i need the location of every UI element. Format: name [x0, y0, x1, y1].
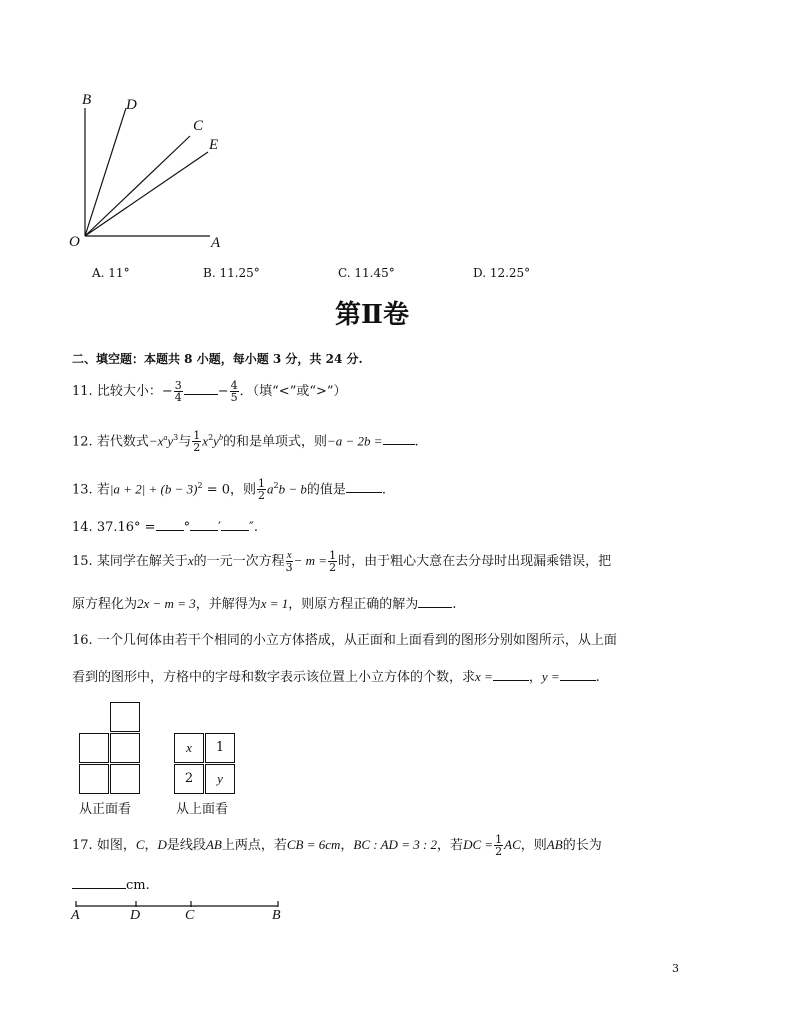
front-cell: [110, 733, 140, 763]
blank-q14-deg[interactable]: [156, 516, 184, 531]
blank-q16-y[interactable]: [560, 666, 596, 681]
caption-top: 从上面看: [176, 802, 229, 817]
point-c: C: [185, 908, 195, 923]
angle-figure: [60, 88, 240, 258]
option-b: B. 11.25°: [203, 266, 260, 280]
top-cell-1: 1: [205, 733, 235, 763]
point-a: A: [71, 908, 80, 923]
blank-q14-sec[interactable]: [221, 516, 249, 531]
ray-oe: [85, 152, 208, 236]
label-o: O: [69, 234, 80, 250]
blank-q16-x[interactable]: [493, 666, 529, 681]
option-d: D. 12.25°: [473, 266, 531, 280]
blank-q12[interactable]: [383, 430, 415, 445]
question-15-line2: 原方程化为2x − m = 3，并解得为x = 1，则原方程正确的解为 .: [72, 593, 456, 615]
front-cell: [79, 764, 109, 794]
page-number: 3: [672, 962, 679, 975]
front-cell: [79, 733, 109, 763]
label-b: B: [82, 92, 92, 108]
segment-figure: [70, 900, 290, 914]
question-13: 13. 若$|a + 2| + (b - 3)^2 = 0$，则 $\frac{1}{2}$ $a^2b - b$的值是 .: [72, 477, 387, 503]
option-a: A. 11°: [92, 266, 130, 280]
point-b: B: [272, 908, 281, 923]
blank-q17[interactable]: [72, 874, 126, 889]
section-heading: 二、填空题：本题共 8 小题，每小题 3 分，共 24 分.: [72, 352, 363, 366]
question-17: 17. 如图，C，D是线段AB上两点，若CB = 6cm，BC : AD = 3 : 2，若DC = $\frac{1}{2}$ AC，则AB的长为: [72, 833, 602, 858]
blank-q15[interactable]: [418, 593, 452, 608]
question-11: 11. 比较大小：− $\frac{3}{4}$ − $\frac{4}{5}$ ．（填“<”或“>”）: [72, 379, 347, 404]
question-12: 12. 若代数式$-x^ay^3$与 $\frac{1}{2}$ $x^2y^b$的和是单项式，则−a − 2b = .: [72, 429, 419, 455]
label-c: C: [193, 118, 204, 134]
blank-q13[interactable]: [346, 478, 382, 493]
top-cell-x: x: [174, 733, 204, 763]
point-d: D: [130, 908, 141, 923]
caption-front: 从正面看: [79, 802, 132, 817]
label-e: E: [209, 137, 219, 153]
front-cell: [110, 764, 140, 794]
question-16-line2: 看到的图形中，方格中的字母和数字表示该位置上小立方体的个数，求x = ，y = .: [72, 666, 600, 688]
blank-q11[interactable]: [184, 380, 218, 395]
question-14: 14. 37.16° = ° ′ ″.: [72, 516, 258, 538]
top-cell-2: 2: [174, 764, 204, 794]
top-cell-y: y: [205, 764, 235, 794]
label-a: A: [211, 235, 221, 251]
blank-q14-min[interactable]: [190, 516, 218, 531]
question-16: 16. 一个几何体由若干个相同的小立方体搭成，从正面和上面看到的图形分别如图所示，从上面: [72, 633, 617, 648]
front-cell: [110, 702, 140, 732]
question-15: 15. 某同学在解关于x的一元一次方程 $\frac{x}{3}$ − m = $\frac{1}{2}$ 时，由于粗心大意在去分母时出现漏乘错误，把: [72, 549, 612, 574]
section-title: 第Ⅱ卷: [335, 300, 409, 330]
option-c: C. 11.45°: [338, 266, 395, 280]
label-d: D: [126, 97, 137, 113]
question-17-line2: cm.: [72, 874, 150, 896]
